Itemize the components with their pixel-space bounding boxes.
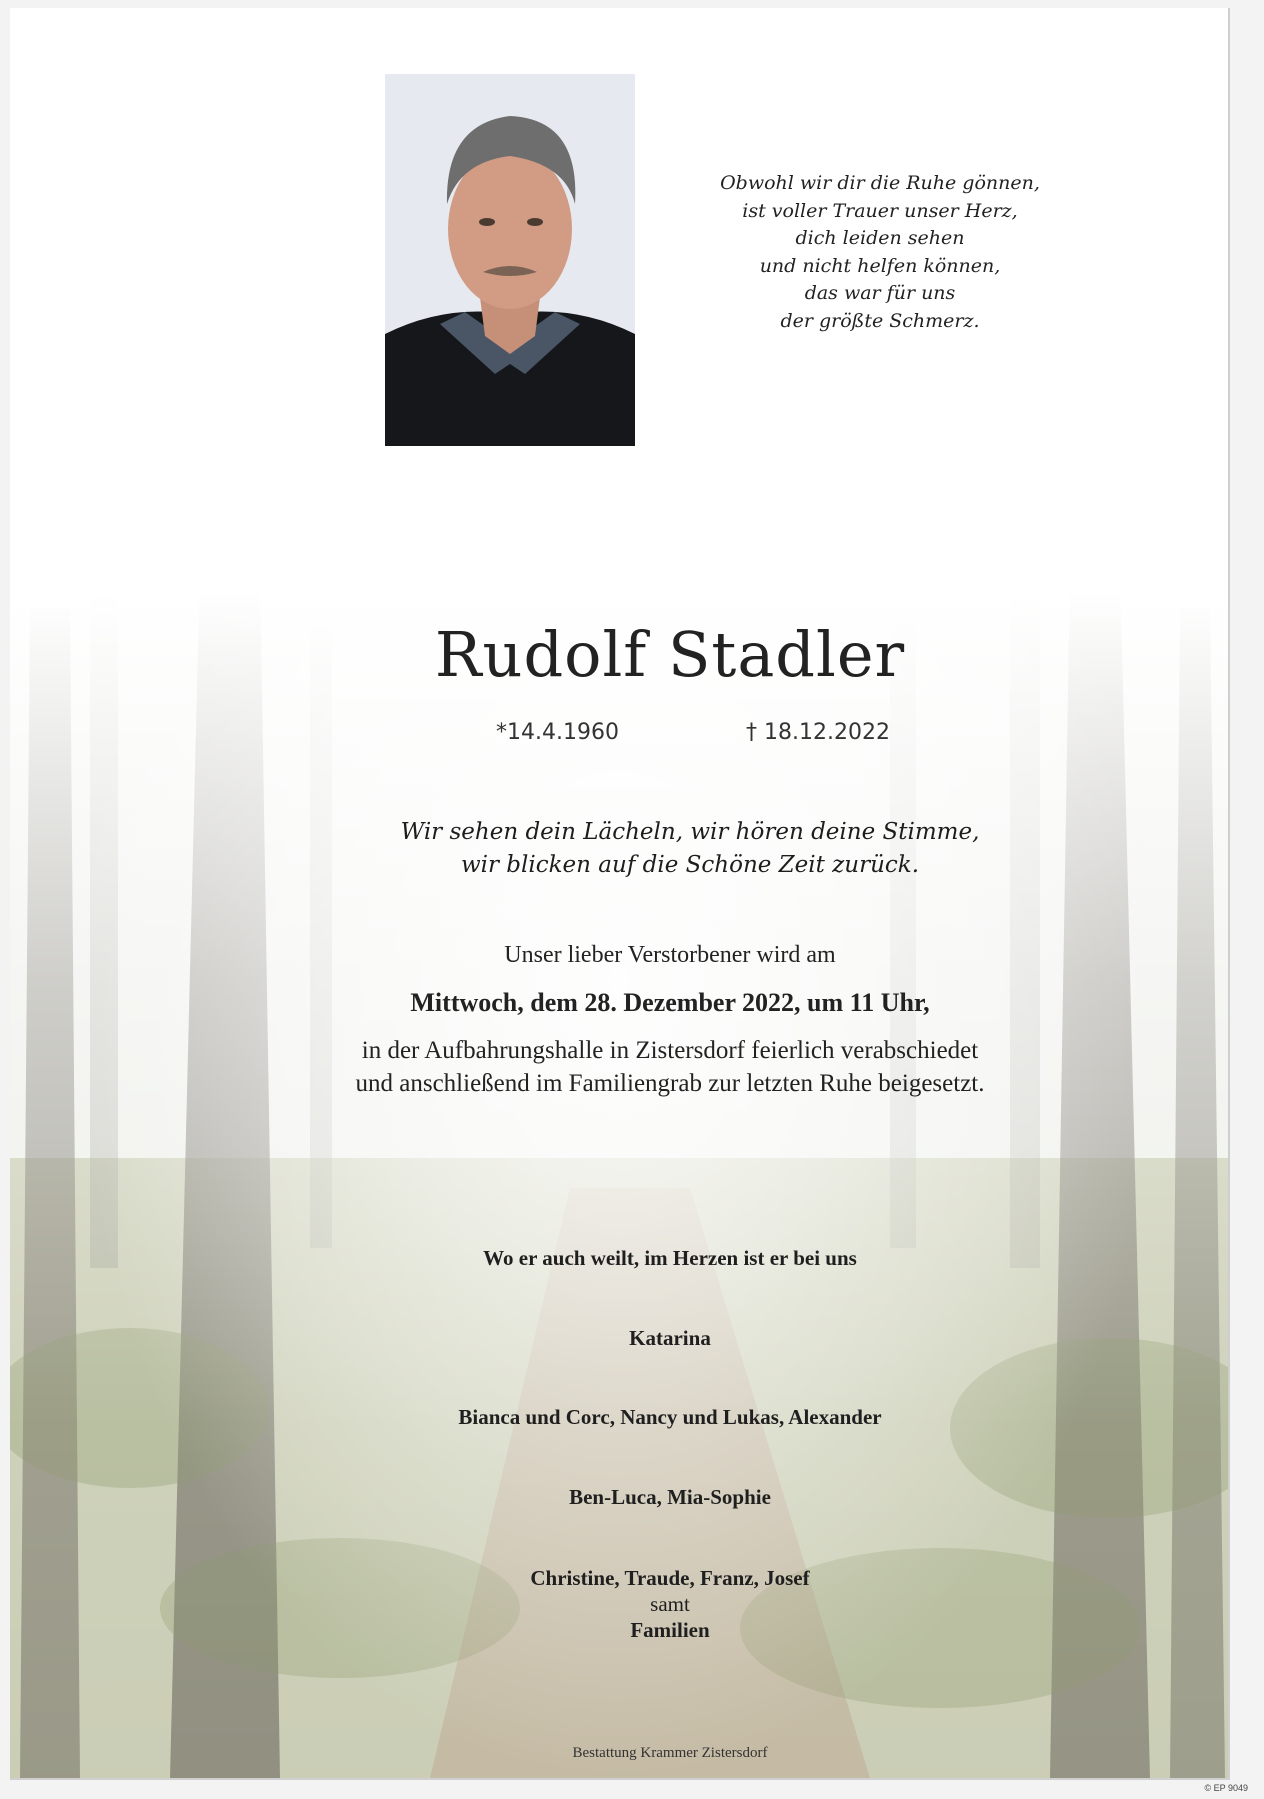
mourners-siblings: Christine, Traude, Franz, Josef: [530, 1566, 810, 1590]
mourners-grandchildren: Ben-Luca, Mia-Sophie: [569, 1485, 771, 1509]
birth-date: *14.4.1960: [496, 720, 619, 745]
mourners-families: Familien: [630, 1618, 710, 1642]
poem-line: der größte Schmerz.: [780, 309, 980, 332]
ceremony-date: Mittwoch, dem 28. Dezember 2022, um 11 Uhr,: [410, 988, 930, 1017]
poem: [695, 170, 1065, 335]
mourners-samt: samt: [650, 1592, 690, 1616]
template-code: © EP 9049: [1204, 1783, 1248, 1793]
poem-line: Obwohl wir dir die Ruhe gönnen,: [720, 172, 1040, 194]
death-date: † 18.12.2022: [746, 720, 890, 745]
undertaker-name: Bestattung Krammer Zistersdorf: [572, 1745, 768, 1761]
mourners-partner: Katarina: [629, 1326, 711, 1350]
poem-line: das war für uns: [804, 282, 956, 304]
quote-line-1: Wir sehen dein Lächeln, wir hören deine Stimme,: [400, 819, 980, 845]
poem-line: dich leiden sehen: [795, 227, 965, 249]
mourners-siblings-block: [210, 1565, 1130, 1643]
ceremony-line-1: in der Aufbahrungshalle in Zistersdorf feierlich verabschiedet: [361, 1037, 979, 1064]
obituary-sheet: [10, 8, 1230, 1780]
ceremony-intro: Unser lieber Verstorbener wird am: [504, 942, 836, 968]
poem-line: ist voller Trauer unser Herz,: [742, 199, 1018, 222]
portrait-photo: [385, 74, 635, 446]
mourners-motto: Wo er auch weilt, im Herzen ist er bei uns: [483, 1246, 857, 1270]
memorial-quote: [340, 816, 1040, 882]
deceased-name: Rudolf Stadler: [434, 618, 906, 691]
life-dates: [470, 720, 950, 750]
ceremony-details: [210, 1034, 1130, 1100]
ceremony-line-2: und anschließend im Familiengrab zur letzten Ruhe beigesetzt.: [355, 1070, 985, 1097]
poem-line: und nicht helfen können,: [759, 254, 1001, 277]
mourners-children: Bianca und Corc, Nancy und Lukas, Alexander: [458, 1405, 882, 1429]
quote-line-2: wir blicken auf die Schöne Zeit zurück.: [460, 852, 920, 878]
